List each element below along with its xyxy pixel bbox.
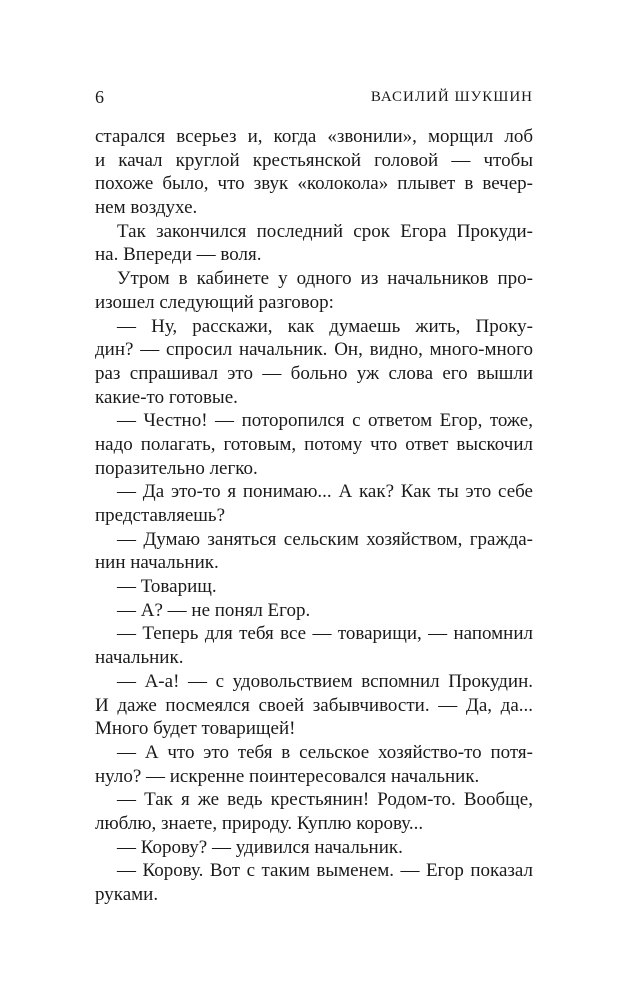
text-line: — Товарищ. (117, 576, 217, 598)
text-line: нем воздухе. (95, 197, 198, 219)
page-header (95, 86, 533, 108)
text-line: руками. (95, 884, 159, 905)
text-line: люблю, знаете, природу. Куплю корову... (95, 812, 424, 834)
text-line: — Корову. Вот с таким выменем. — Егор показал (117, 860, 533, 882)
text-line: И даже посмеялся своей забывчивости. — Да, да... (95, 694, 533, 716)
text-line: — Так я же ведь крестьянин! Родом-то. Вообще, (117, 789, 533, 811)
text-line: изошел следующий разговор: (95, 291, 334, 313)
text-line: — Да это-то я понимаю... А как? Как ты это себе (117, 481, 533, 503)
text-line: — А-а! — с удовольствием вспомнил Прокудин. (117, 670, 533, 692)
text-line: на. Впереди — воля. (95, 244, 262, 266)
text-line: — Ну, расскажи, как думаешь жить, Проку- (117, 315, 533, 337)
text-line: — Честно! — поторопился с ответом Егор, тоже, (117, 410, 533, 432)
text-line: — А? — не понял Егор. (117, 599, 311, 621)
text-line: и качал круглой крестьянской головой — чтобы (95, 149, 533, 171)
text-line: раз спрашивал это — больно уж слова его вышли (95, 362, 533, 384)
text-line: дин? — спросил начальник. Он, видно, много-много (95, 339, 533, 361)
text-line: — Корову? — удивился начальник. (117, 836, 403, 858)
text-line: нин начальник. (95, 552, 219, 574)
text-line: представляешь? (95, 505, 226, 526)
text-line: похоже было, что звук «колокола» плывет в вечер- (95, 173, 533, 195)
text-line: Так закончился последний срок Егора Прокуди- (117, 220, 533, 242)
text-line: Много будет товарищей! (95, 718, 296, 740)
text-line: какие-то готовые. (95, 386, 238, 408)
text-line: надо полагать, готовым, потому что ответ выскочил (95, 433, 533, 455)
text-line: начальник. (95, 647, 184, 669)
body-text (95, 125, 533, 907)
text-line: — Думаю заняться сельским хозяйством, гражда- (117, 528, 533, 550)
text-line: — А что это тебя в сельское хозяйство-то потя- (117, 741, 533, 763)
text-line: старался всерьез и, когда «звонили», морщил лоб (95, 126, 533, 147)
running-head-author: ВАСИЛИЙ ШУКШИН (370, 89, 533, 105)
text-line: Утром в кабинете у одного из начальников про- (117, 268, 533, 290)
page-number: 6 (95, 87, 104, 107)
text-line: нуло? — искренне поинтересовался начальник. (95, 765, 480, 787)
text-line: — Теперь для тебя все — товарищи, — напомнил (117, 623, 533, 645)
text-line: поразительно легко. (95, 457, 258, 479)
